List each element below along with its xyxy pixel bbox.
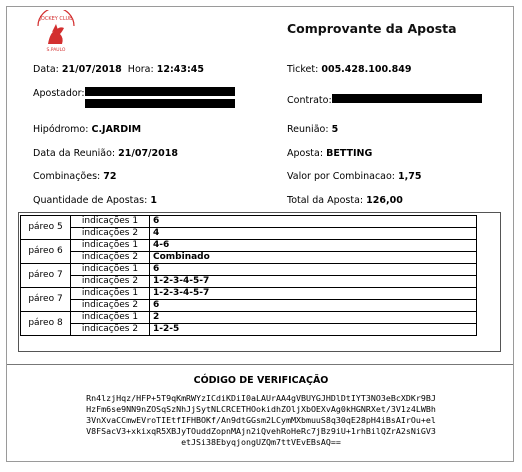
date-time-field: Data: 21/07/2018 Hora: 12:43:45 [33,64,204,75]
receipt-title: Comprovante da Aposta [287,21,457,36]
indicacao-value: 6 [150,216,477,228]
verification-code-line: HzFm6se9NN9nZOSqSzNhJjSytNLCRCETHOokidhZOljXbOEXvAg0kHGNRXet/3V1z4LWBh [86,404,436,414]
indicacao-value: 1-2-5 [150,324,477,336]
ticket-field: Ticket: 005.428.100.849 [287,64,412,75]
indicacao-value: 1-2-3-4-5-7 [150,276,477,288]
apostador-label: Apostador: [33,88,85,99]
indicacao-label: indicações 1 [71,240,150,252]
indicacao-label: indicações 2 [71,276,150,288]
verification-code-line: etJSi38EbyqjongUZQm7ttVEvEBsAQ== [181,437,341,447]
apostador-redacted-2 [85,99,235,108]
total-aposta-field: Total da Aposta: 126,00 [287,195,403,206]
indicacao-value: 6 [150,264,477,276]
contrato-label: Contrato: [287,95,332,106]
indicacao-label: indicações 1 [71,288,150,300]
section-divider [7,364,513,365]
aposta-field: Aposta: BETTING [287,148,373,159]
indicacao-value: 4 [150,228,477,240]
indicacao-label: indicações 2 [71,300,150,312]
verification-code-line: 3VnXvaCCmwEVroTIEtfIFHBOKf/An9dtGGsm2LCymMXbmuuS8q30qE28pH4iBsAIrOu+el [86,415,436,425]
svg-text:S.PAULO: S.PAULO [46,48,66,52]
table-row [21,228,477,240]
indicacao-label: indicações 1 [71,216,150,228]
verification-code-line: Rn4lzjHqz/HFP+5T9qKmRWYzICdiKDiI0aLAUrAA4gVBUYGJHDlDtIYT3NO3eBcXDKr9BJ [86,393,436,403]
table-row [21,300,477,312]
pareo-label: páreo 7 [21,288,71,312]
indicacao-label: indicações 2 [71,252,150,264]
indicacao-value: 2 [150,312,477,324]
valor-combinacao-field: Valor por Combinacao: 1,75 [287,171,422,182]
reuniao-field: Reunião: 5 [287,124,339,135]
pareo-label: páreo 5 [21,216,71,240]
table-row [21,312,477,324]
table-row [21,264,477,276]
table-row [21,288,477,300]
table-row [21,240,477,252]
verification-title: CÓDIGO DE VERIFICAÇÃO [193,375,329,386]
table-row [21,276,477,288]
indicacao-label: indicações 2 [71,228,150,240]
verification-code-line: V8FSacV3+xkixqR5XBJyTOuddZopnMAjn2iQvehRoHeRc7jBz9iU+1rhBilQZrA2sNiGV3 [86,426,436,436]
svg-text:JOCKEY CLUB: JOCKEY CLUB [39,16,73,22]
table-row [21,324,477,336]
indicacao-label: indicações 1 [71,264,150,276]
club-logo [30,10,82,52]
indicacao-value: Combinado [150,252,477,264]
contrato-redacted [332,94,482,103]
pareos-table [20,215,477,336]
combinacoes-field: Combinações: 72 [33,171,117,182]
pareo-label: páreo 8 [21,312,71,336]
hipodromo-field: Hipódromo: C.JARDIM [33,124,142,135]
indicacao-label: indicações 1 [71,312,150,324]
qtd-apostas-field: Quantidade de Apostas: 1 [33,195,157,206]
table-row [21,252,477,264]
data-reuniao-field: Data da Reunião: 21/07/2018 [33,148,178,159]
apostador-redacted [85,87,235,96]
table-row [21,216,477,228]
indicacao-value: 6 [150,300,477,312]
pareo-label: páreo 6 [21,240,71,264]
pareo-label: páreo 7 [21,264,71,288]
indicacao-label: indicações 2 [71,324,150,336]
verification-code [0,393,522,448]
indicacao-value: 4-6 [150,240,477,252]
indicacao-value: 1-2-3-4-5-7 [150,288,477,300]
